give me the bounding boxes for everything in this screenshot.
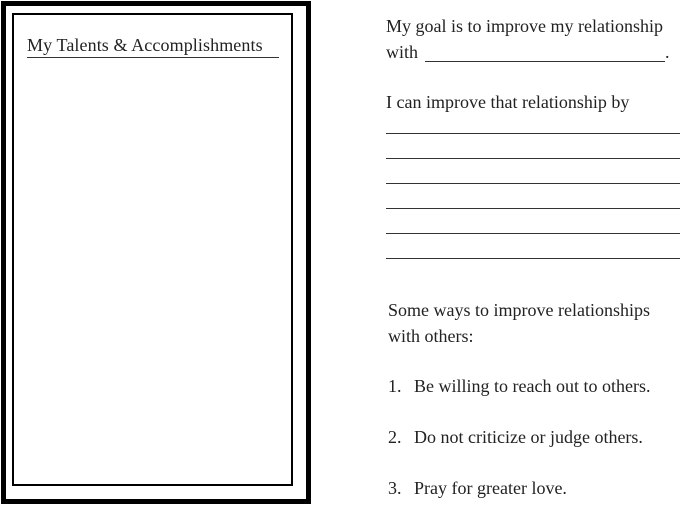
writing-line-3: [386, 183, 680, 184]
goal-line-1: My goal is to improve my relationship: [386, 16, 663, 36]
writing-line-2: [386, 158, 680, 159]
writing-line-4: [386, 208, 680, 209]
ways-heading-line-1: Some ways to improve relationships: [388, 300, 650, 320]
talents-title: My Talents & Accomplishments: [27, 35, 279, 58]
ways-heading-line-2: with others:: [388, 326, 474, 346]
talents-frame-outer: [1, 1, 311, 504]
writing-line-1: [386, 133, 680, 134]
ways-item-3-number: 3.: [388, 478, 402, 498]
writing-line-5: [386, 233, 680, 234]
ways-item-2-number: 2.: [388, 427, 402, 447]
writing-line-6: [386, 258, 680, 259]
improve-prompt: I can improve that relationship by: [386, 92, 630, 112]
ways-item-2-text: Do not criticize or judge others.: [414, 427, 643, 447]
ways-item-1-number: 1.: [388, 376, 402, 396]
ways-item-3-text: Pray for greater love.: [414, 478, 567, 498]
goal-blank-line: [425, 61, 665, 62]
goal-period: .: [665, 42, 670, 62]
goal-with-label: with: [386, 42, 419, 62]
ways-item-1-text: Be willing to reach out to others.: [414, 376, 651, 396]
talents-frame-inner: [12, 13, 293, 486]
